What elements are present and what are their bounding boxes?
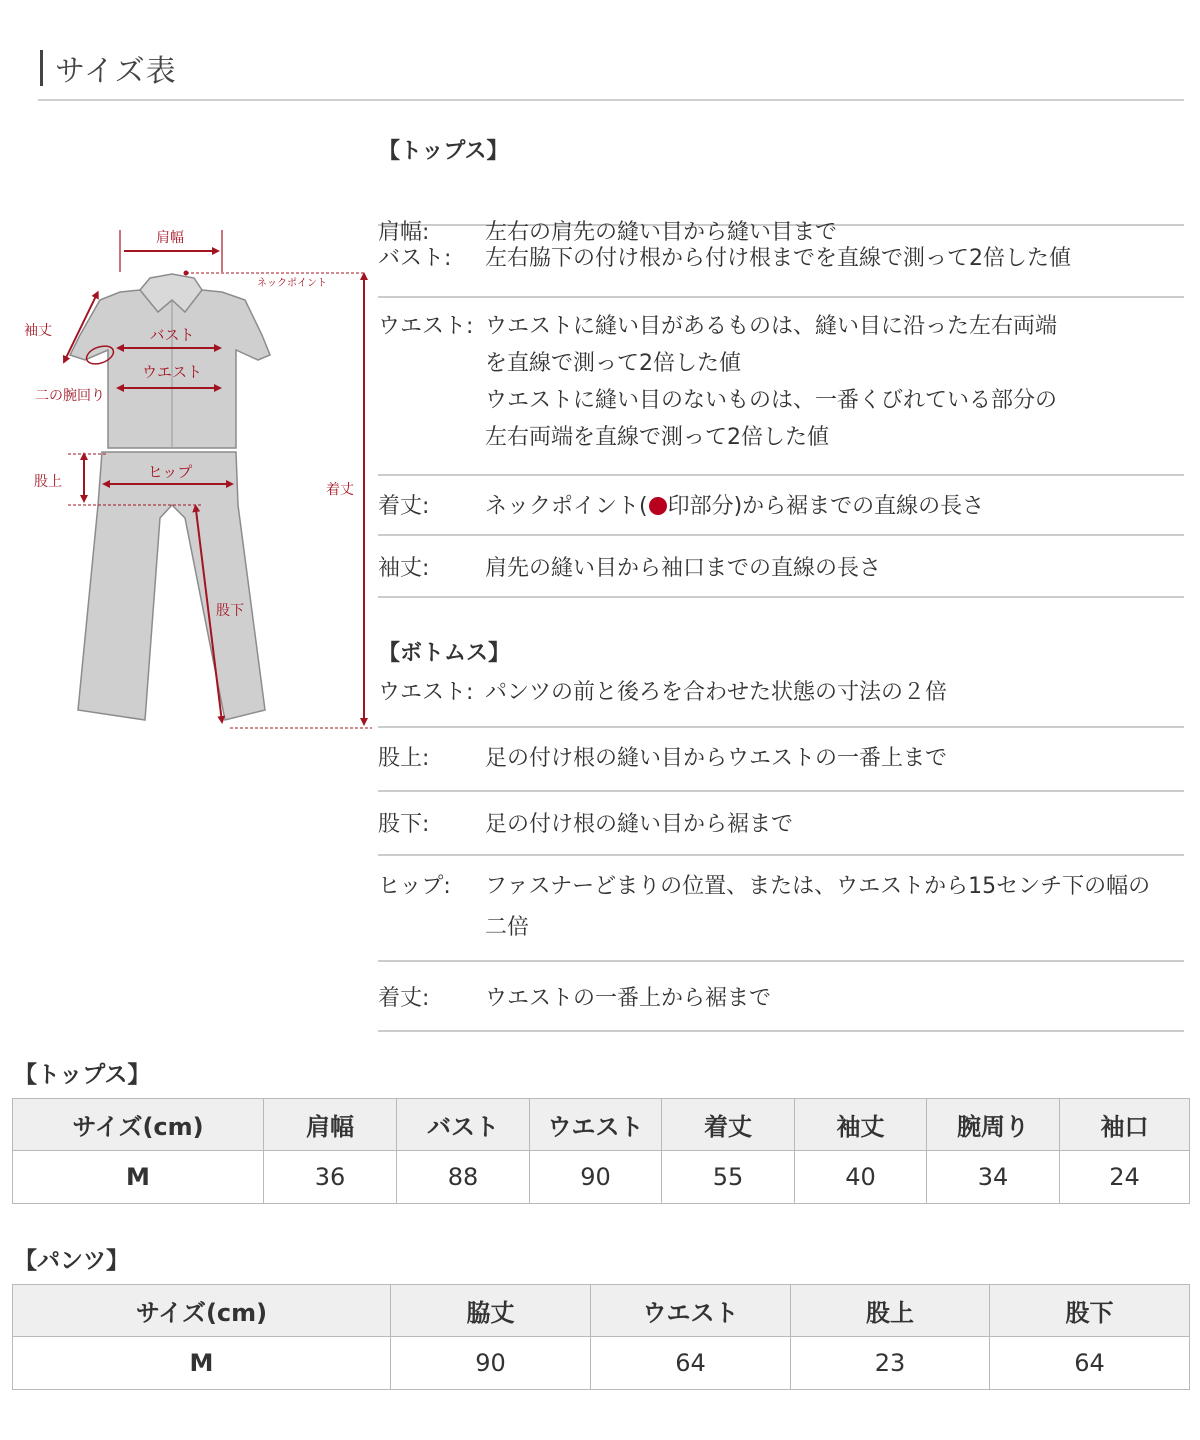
definition-desc: ファスナーどまりの位置、または、ウエストから15センチ下の幅の 二倍 [485,874,1151,940]
table-header-row [13,1285,1190,1337]
tops-size-table [12,1098,1190,1204]
table-header-cell: 袖口 [1060,1099,1190,1151]
table-header-row [13,1099,1190,1151]
table-cell: 55 [662,1151,795,1204]
table-cell: 23 [791,1337,990,1390]
table-header-cell: 袖丈 [795,1099,927,1151]
label-length: 着丈 [326,482,354,498]
top-garment-shape [70,274,270,448]
table-cell: 90 [530,1151,662,1204]
definition-row [378,792,1184,856]
table-cell: 88 [397,1151,530,1204]
definition-row [378,536,1184,598]
definition-row [378,476,1184,536]
table-cell: M [13,1151,264,1204]
page-title: サイズ表 [55,54,177,89]
definition-desc: 左右の肩先の縫い目から縫い目まで [485,220,838,245]
definition-row [378,856,1184,962]
table-header-cell: サイズ(cm) [13,1285,391,1337]
table-header-cell: 着丈 [662,1099,795,1151]
definition-term: ヒップ: [378,874,451,899]
table-header-cell: サイズ(cm) [13,1099,264,1151]
table-header-cell: ウエスト [530,1099,662,1151]
measurement-definitions [378,134,1184,1032]
definition-desc: 左右脇下の付け根から付け根までを直線で測って2倍した値 [485,246,1071,271]
neck-point-dot-icon [649,497,667,515]
label-inseam: 股下 [216,603,244,619]
definition-row [378,672,1184,728]
definition-term: バスト: [378,246,452,271]
title-accent-bar [40,50,43,86]
table-header-cell: ウエスト [591,1285,791,1337]
page-header [40,48,177,88]
label-upper-arm: 二の腕回り [35,388,105,404]
table-cell: 36 [264,1151,397,1204]
pants-garment-shape [78,452,265,720]
definition-term: 股下: [378,812,430,837]
definition-desc: 肩先の縫い目から袖口までの直線の長さ [485,556,882,581]
garment-illustration [0,200,380,760]
tops-definitions-heading: 【トップス】 [378,139,509,164]
definition-term: 着丈: [378,986,430,1011]
definition-desc: ネックポイント( 印部分)から裾までの直線の長さ [485,494,985,519]
label-shoulder: 肩幅 [156,230,184,246]
table-header-cell: 股下 [990,1285,1190,1337]
label-bust: バスト [149,326,195,344]
definition-row [378,962,1184,1032]
definition-row [378,728,1184,792]
definition-term: 股上: [378,746,430,771]
table-header-cell: 肩幅 [264,1099,397,1151]
table-cell: 24 [1060,1151,1190,1204]
table-row [13,1151,1190,1204]
definition-desc: ウエストの一番上から裾まで [485,986,772,1011]
label-rise: 股上 [34,474,62,490]
table-cell: 64 [591,1337,791,1390]
definition-term: ウエスト: [378,314,474,339]
label-neck-point: ネックポイント [257,278,327,289]
table-cell: 34 [927,1151,1060,1204]
pants-table-title: 【パンツ】 [14,1248,129,1274]
definition-desc: パンツの前と後ろを合わせた状態の寸法の２倍 [485,680,948,705]
label-waist: ウエスト [141,363,203,381]
pants-size-table [12,1284,1190,1390]
definition-desc: 足の付け根の縫い目からウエストの一番上まで [485,746,948,771]
table-cell: 90 [391,1337,591,1390]
table-cell: 64 [990,1337,1190,1390]
table-header-cell: 腕周り [927,1099,1060,1151]
tops-table-title: 【トップス】 [14,1062,151,1088]
measurement-diagram [0,200,380,760]
bottoms-definitions-heading: 【ボトムス】 [378,641,511,666]
label-sleeve: 袖丈 [24,323,52,339]
table-header-cell: 脇丈 [391,1285,591,1337]
label-hip: ヒップ [147,463,193,481]
definition-term: 着丈: [378,494,430,519]
definition-term: ウエスト: [378,680,474,705]
table-cell: M [13,1337,391,1390]
table-header-cell: 股上 [791,1285,990,1337]
table-header-cell: バスト [397,1099,530,1151]
definition-term: 袖丈: [378,556,430,581]
title-divider [38,99,1184,101]
definition-desc: 足の付け根の縫い目から裾まで [485,812,794,837]
definition-desc: ウエストに縫い目があるものは、縫い目に沿った左右両端 を直線で測って2倍した値 ウエストに縫い目のないものは、一番くびれている部分の 左右両端を直線で測って2倍した値 [485,314,1058,450]
definition-term: 肩幅: [378,220,430,245]
table-cell: 40 [795,1151,927,1204]
definition-row [378,298,1184,476]
table-row [13,1337,1190,1390]
definition-row [378,170,1184,245]
